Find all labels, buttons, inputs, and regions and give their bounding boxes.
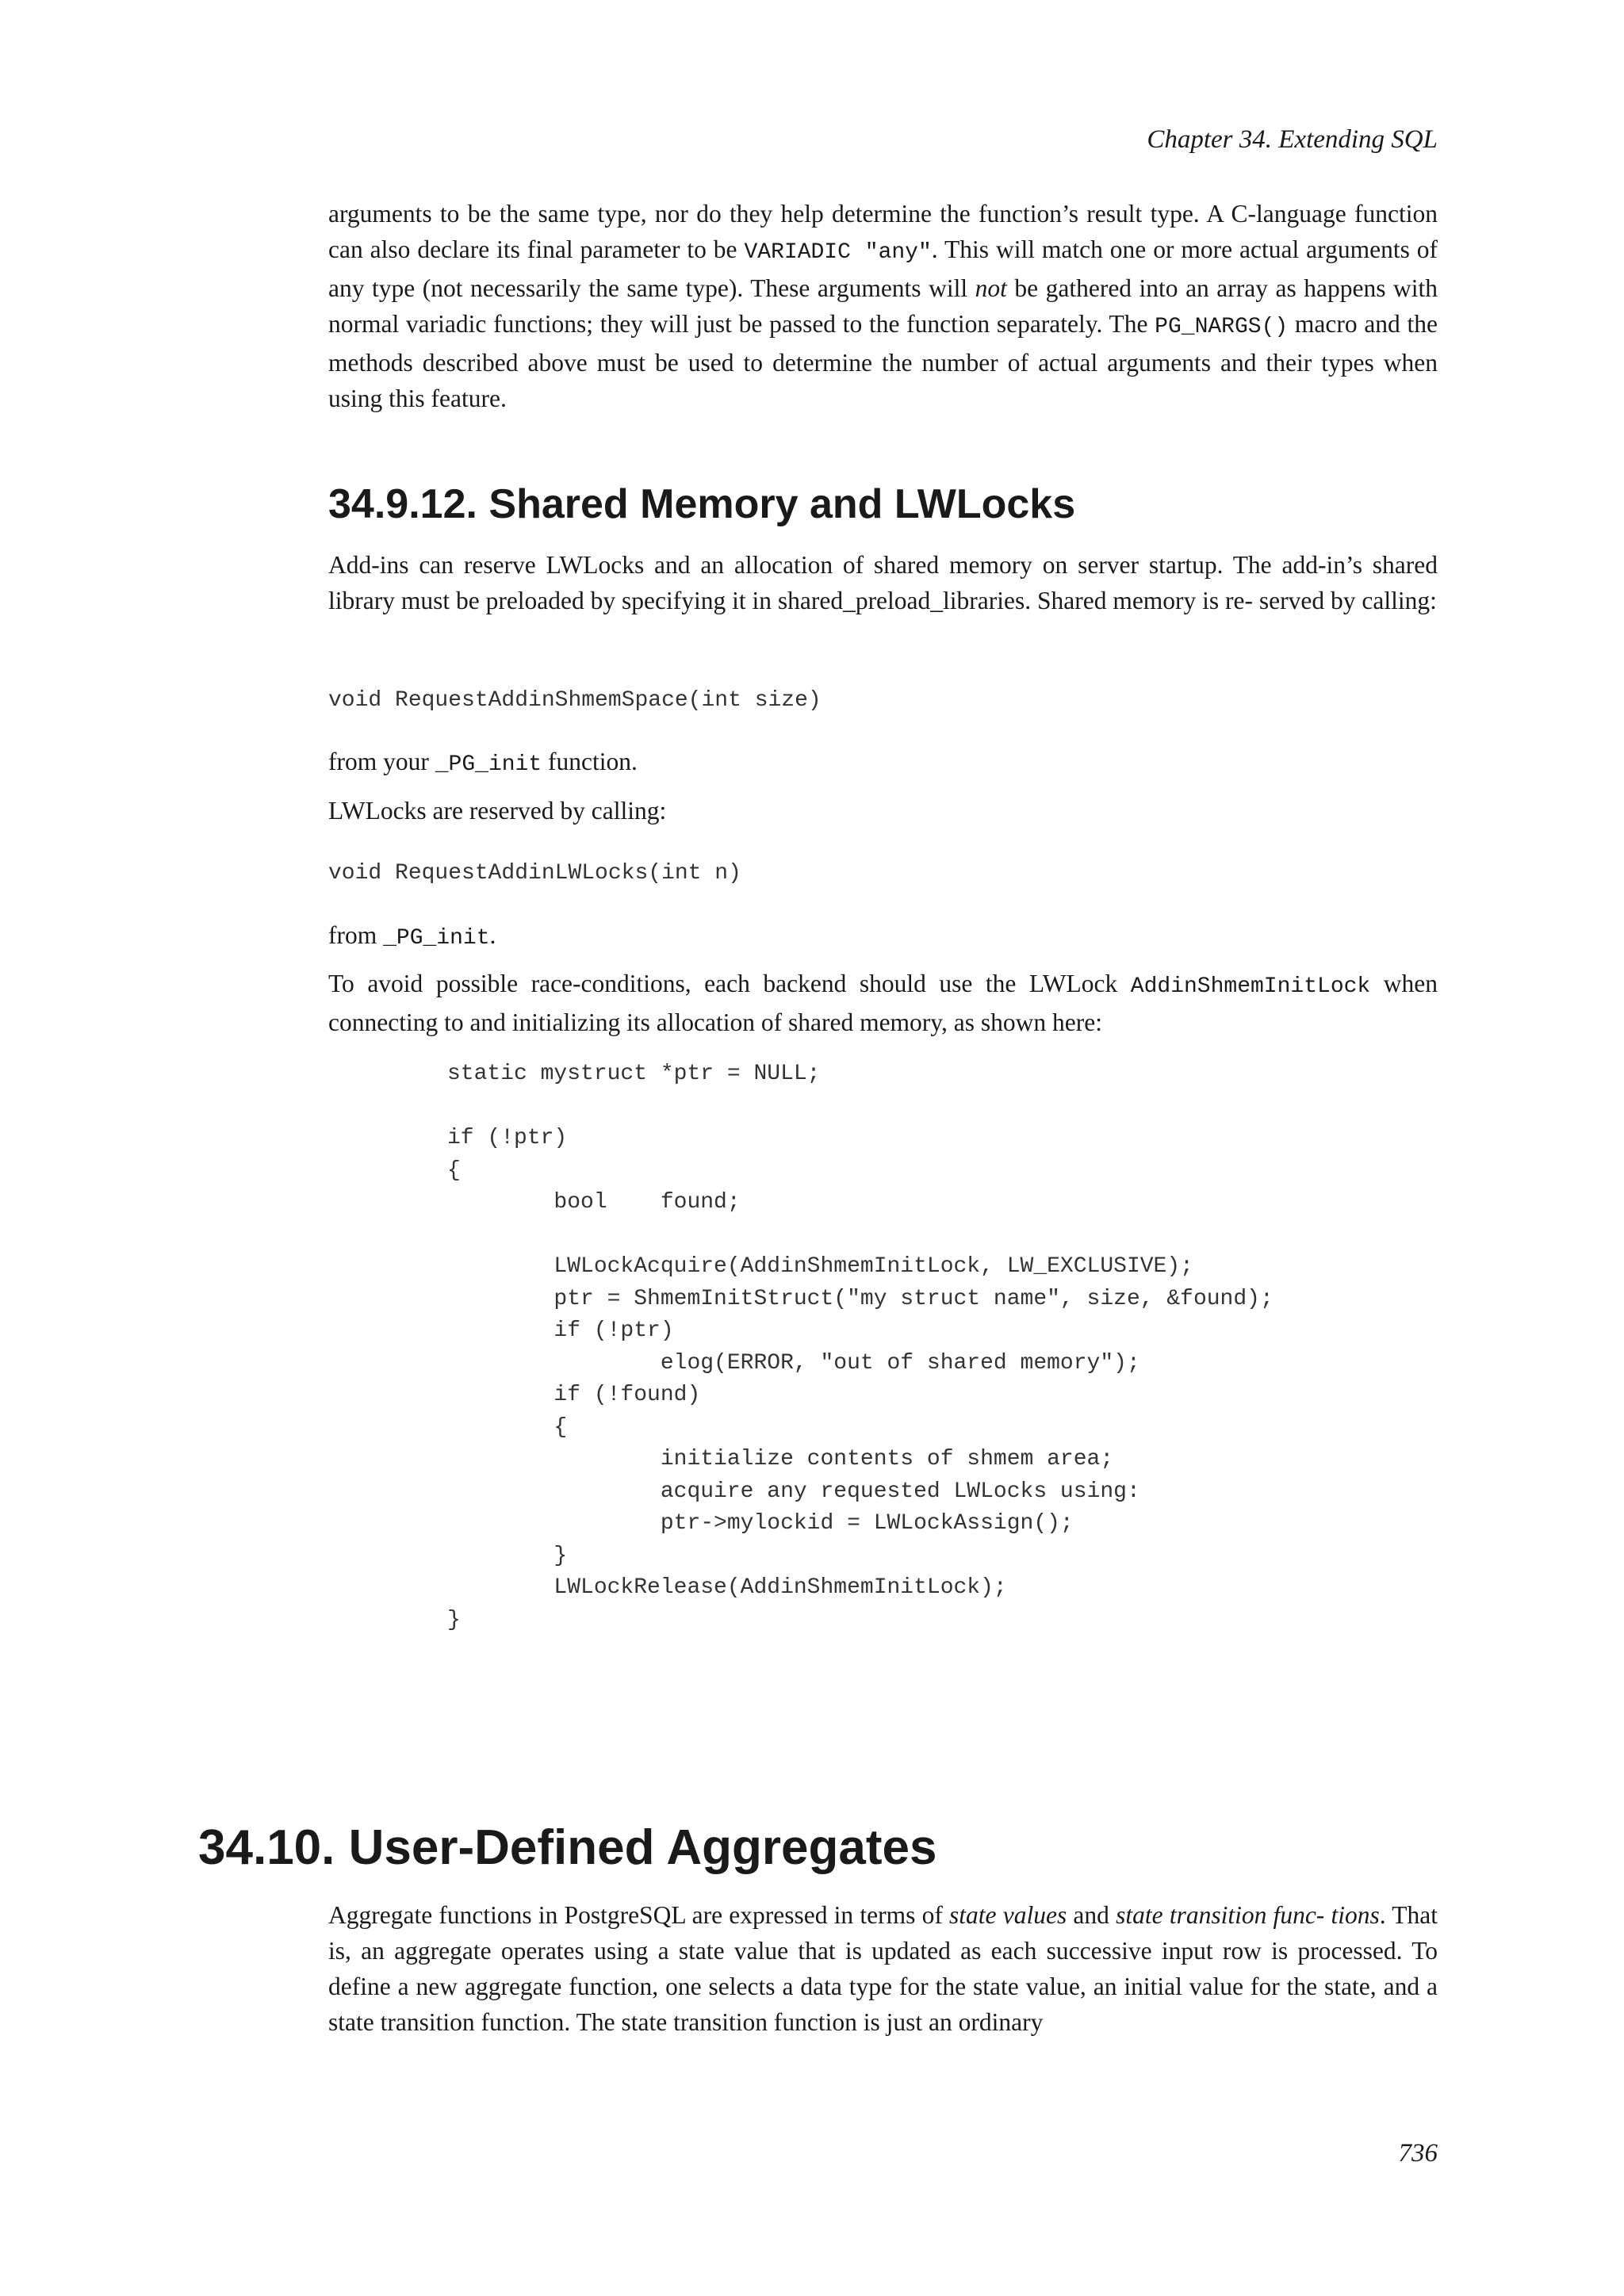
code-request-shmem: void RequestAddinShmemSpace(int size) [328,688,822,713]
lwlocks-reserved-line: LWLocks are reserved by calling: [328,797,667,825]
race-text-2: when connecting to and initializing its allocation of shared memory, as shown here: [328,970,1438,1036]
from-post: . [489,921,496,949]
from-text: from [328,921,384,949]
intro-text-2: . This will match one or more actual arguments of any type (not necessarily the same type). These arguments will [328,235,1438,302]
from-code: _PG_init [383,926,490,951]
agg-text-3: . That is, an aggregate operates using a state value that is updated as each successive input row is processed. To define a new aggregate function, one selects a data type for the state value, an initial value for the state, and a state transition function. The state transition function is just an ordinary [328,1901,1438,2036]
intro-paragraph [328,196,1438,416]
race-code: AddinShmemInitLock [1130,974,1371,999]
intro-code-variadic: VARIADIC "any" [744,240,932,265]
agg-emphasis-1: state values [949,1901,1067,1929]
chapter-section-heading: 34.10. User-Defined Aggregates [198,1820,937,1875]
from-your-code: _PG_init [435,752,542,777]
from-line [328,923,496,950]
from-your-text: from your [328,748,435,775]
code-example-block: static mystruct *ptr = NULL; if (!ptr) { bool found; LWLockAcquire(AddinShmemInitLock, LW_EXCLUSIVE); ptr = ShmemInitStruct("my struct name", size, &found); if (!ptr) elog(ERROR, "out of shared memory"); if (!found) { initialize contents of shmem area; acquire any requested LWLocks using: ptr->mylockid = LWLockAssign(); } LWLockRelease(AddinShmemInitLock); } [447,1062,1274,1632]
code-request-lwlocks: void RequestAddinLWLocks(int n) [328,861,741,886]
race-text-1: To avoid possible race-conditions, each backend should use the LWLock [328,970,1131,997]
from-your-line [328,749,638,776]
race-paragraph [328,966,1438,1040]
aggregates-paragraph [328,1897,1438,2040]
section-paragraph-1 [328,547,1438,618]
section-text-1: Add-ins can reserve LWLocks and an allocation of shared memory on server startup. The add-in’s shared library must be preloaded by specifying it in shared_preload_libraries. Shared memory is re- served by calling: [328,551,1438,614]
intro-code-pg-nargs: PG_NARGS() [1155,315,1289,339]
section-heading: 34.9.12. Shared Memory and LWLocks [328,481,1076,527]
intro-text-3: be gathered into an array as happens with normal variadic functions; they will just be passed to the function separately. The [328,274,1438,338]
agg-text-1: Aggregate functions in PostgreSQL are expressed in terms of [328,1901,950,1929]
intro-text-1: arguments to be the same type, nor do they help determine the function’s result type. A C-language function can also declare its final parameter to be [328,200,1438,263]
agg-text-2: and [1067,1901,1116,1929]
intro-text-4: macro and the methods described above must be used to determine the number of actual arguments and their types when using this feature. [328,310,1438,412]
running-header: Chapter 34. Extending SQL [1147,125,1438,154]
intro-emphasis: not [975,274,1007,302]
page-number: 736 [1398,2139,1438,2168]
agg-emphasis-2: state transition func- tions [1116,1901,1380,1929]
from-your-post: function. [542,748,638,775]
